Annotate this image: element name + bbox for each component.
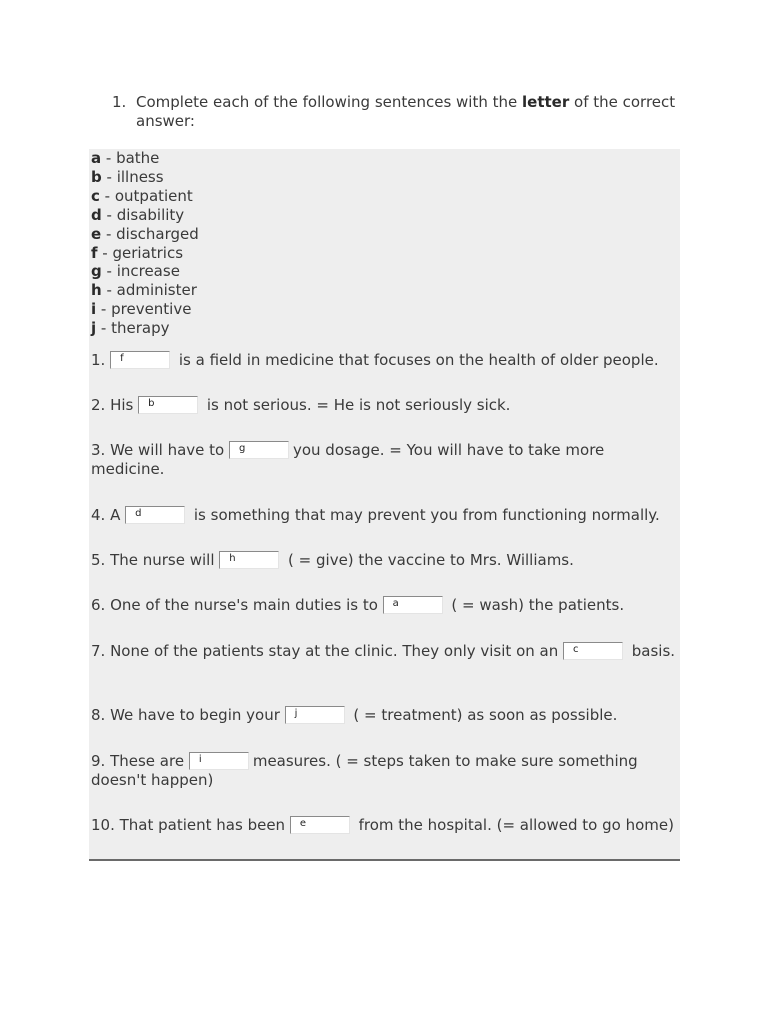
question-text-before: 9. These are: [91, 752, 189, 770]
answer-field[interactable]: f: [110, 351, 170, 369]
option-word: - increase: [101, 262, 180, 281]
option-g: [91, 262, 199, 281]
option-a: [91, 149, 199, 168]
question-text-before: 6. One of the nurse's main duties is to: [91, 596, 383, 614]
question-text-after: from the hospital. (= allowed to go home): [353, 816, 674, 834]
instruction-text-before: Complete each of the following sentences with the: [136, 93, 523, 111]
instruction-number: 1.: [112, 93, 127, 111]
option-f: [91, 244, 199, 263]
option-letter: h: [91, 281, 102, 300]
question-4: [91, 506, 676, 525]
option-letter: i: [91, 300, 97, 319]
question-7: [91, 642, 676, 661]
instruction-text: [136, 93, 682, 131]
answer-field[interactable]: d: [125, 506, 185, 524]
question-text-before: 1.: [91, 351, 111, 369]
answer-field[interactable]: i: [189, 752, 249, 770]
answer-field[interactable]: a: [383, 596, 443, 614]
question-5: [91, 551, 676, 570]
question-text-before: 5. The nurse will: [91, 551, 220, 569]
option-letter: f: [91, 243, 98, 262]
question-8: [91, 706, 676, 725]
instruction-bold-word: letter: [522, 93, 570, 111]
instruction: [112, 93, 682, 131]
question-text-before: 4. A: [91, 506, 126, 524]
answer-field[interactable]: j: [285, 706, 345, 724]
answer-field[interactable]: c: [563, 642, 623, 660]
question-2: [91, 396, 676, 415]
option-letter: c: [91, 186, 100, 205]
question-text-before: 2. His: [91, 396, 139, 414]
question-6: [91, 596, 676, 615]
option-letter: b: [91, 167, 102, 186]
option-word: - disability: [101, 205, 185, 224]
answer-options-list: [91, 149, 199, 338]
option-letter: a: [91, 149, 102, 167]
option-letter: d: [91, 205, 102, 224]
answer-field[interactable]: h: [219, 551, 279, 569]
exercise-panel: [89, 149, 680, 861]
option-word: - bathe: [101, 149, 160, 167]
option-i: [91, 300, 199, 319]
option-word: - administer: [101, 281, 197, 300]
question-text-after: measures. ( = steps taken to make sure something doesn't happen): [91, 752, 638, 789]
option-letter: j: [91, 319, 97, 338]
question-text-after: is not serious. = He is not seriously sick.: [202, 396, 511, 414]
answer-field[interactable]: g: [229, 441, 289, 459]
instruction-text-after: of the correct answer:: [136, 93, 676, 130]
option-letter: g: [91, 262, 102, 281]
option-d: [91, 206, 199, 225]
option-word: - illness: [101, 167, 164, 186]
question-text-before: 7. None of the patients stay at the clinic. They only visit on an: [91, 642, 563, 660]
question-text-after: is something that may prevent you from functioning normally.: [189, 506, 660, 524]
question-text-after: ( = give) the vaccine to Mrs. Williams.: [283, 551, 574, 569]
option-word: - discharged: [101, 224, 199, 243]
option-letter: e: [91, 224, 102, 243]
question-text-after: ( = treatment) as soon as possible.: [348, 706, 618, 724]
question-9: [91, 752, 676, 790]
question-text-after: is a field in medicine that focuses on the health of older people.: [174, 351, 659, 369]
question-10: [91, 816, 676, 835]
option-b: [91, 168, 199, 187]
option-word: - outpatient: [99, 186, 193, 205]
option-word: - preventive: [96, 300, 192, 319]
question-text-after: you dosage. = You will have to take more medicine.: [91, 441, 605, 478]
option-h: [91, 281, 199, 300]
answer-field[interactable]: b: [138, 396, 198, 414]
question-text-before: 8. We have to begin your: [91, 706, 285, 724]
question-3: [91, 441, 676, 479]
question-text-before: 10. That patient has been: [91, 816, 290, 834]
option-word: - geriatrics: [97, 243, 184, 262]
option-c: [91, 187, 199, 206]
option-e: [91, 225, 199, 244]
question-text-after: ( = wash) the patients.: [446, 596, 625, 614]
question-text-before: 3. We will have to: [91, 441, 229, 459]
option-word: - therapy: [96, 319, 170, 338]
answer-field[interactable]: e: [290, 816, 350, 834]
option-j: [91, 319, 199, 338]
question-1: [91, 351, 676, 370]
question-text-after: basis.: [627, 642, 676, 660]
